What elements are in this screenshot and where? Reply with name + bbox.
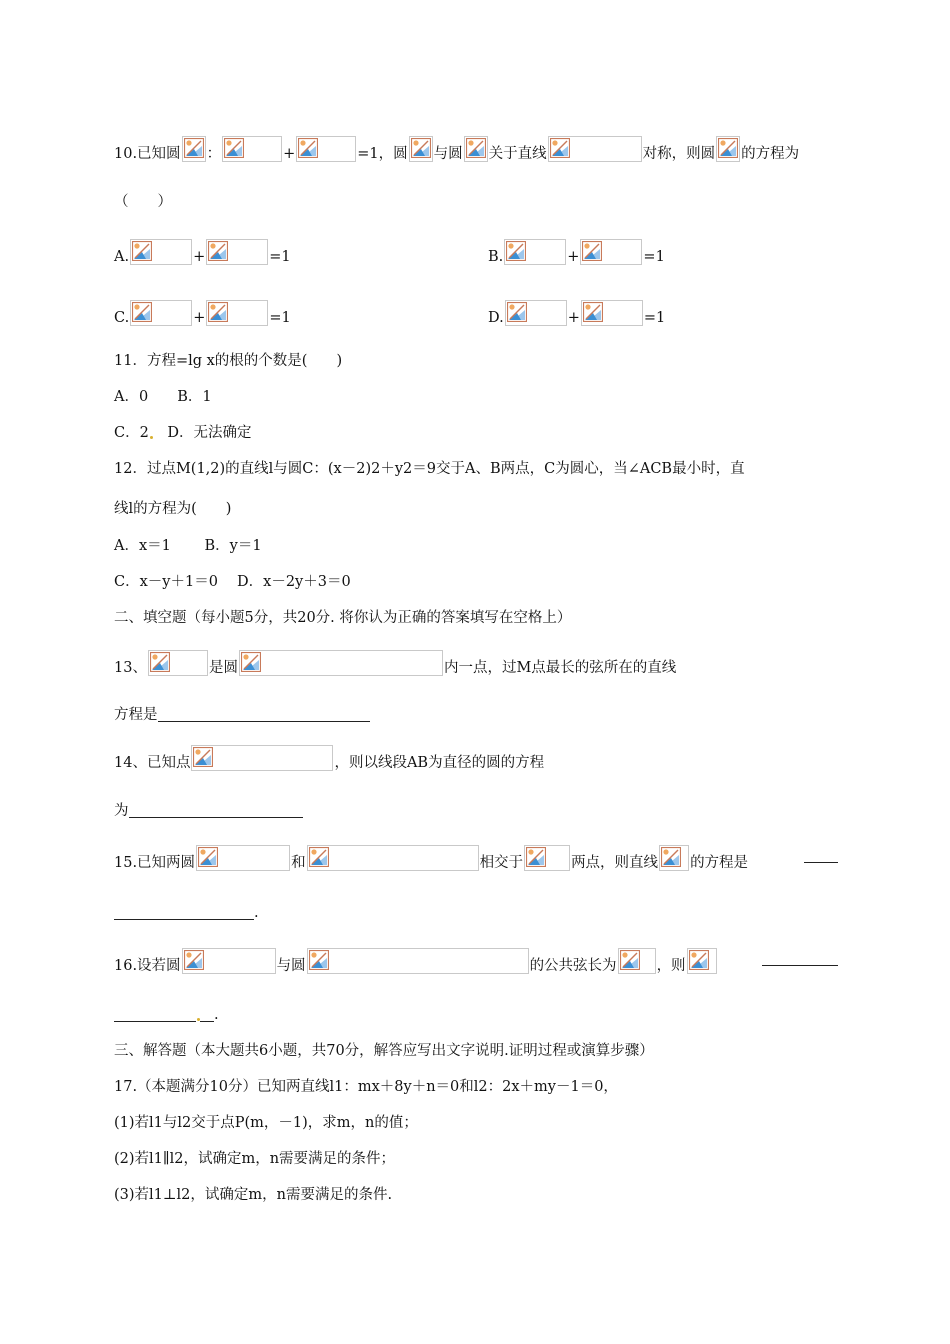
broken-image-icon (548, 136, 642, 162)
broken-image-icon (659, 845, 689, 871)
answer-blank[interactable] (762, 948, 838, 970)
broken-image-icon (409, 136, 433, 162)
broken-image-icon (206, 300, 268, 326)
broken-image-icon (464, 136, 488, 162)
question-12-options-cd: C．x－y＋1＝0 D．x－2y＋3＝0 (114, 574, 351, 590)
question-11-options-cd: C．2 D．无法确定 (114, 425, 252, 441)
question-16-line-2: . (114, 1004, 219, 1026)
broken-image-icon (191, 745, 333, 771)
broken-image-icon (296, 136, 356, 162)
section-2-heading: 二、填空题（每小题5分，共20分. 将你认为正确的答案填写在空格上） (114, 610, 572, 626)
answer-blank[interactable] (804, 845, 838, 867)
question-17-part-1: (1)若l1与l2交于点P(m，－1)，求m，n的值； (114, 1115, 418, 1131)
question-15-line-2: . (114, 902, 259, 924)
broken-image-icon (618, 948, 656, 974)
broken-image-icon (581, 300, 643, 326)
question-12-options-ab: A．x＝1 B．y＝1 (114, 538, 262, 554)
question-16-stem: 16.设若圆 与圆 的公共弦长为 ，则 (114, 948, 718, 977)
broken-image-icon (196, 845, 290, 871)
question-11-stem: 11．方程=lg x的根的个数是( ) (114, 353, 343, 369)
broken-image-icon (239, 650, 443, 676)
answer-blank[interactable] (158, 705, 370, 722)
option-c: C. + =1 (114, 300, 291, 329)
broken-image-icon (505, 300, 567, 326)
broken-image-icon (222, 136, 282, 162)
question-13-line-2: 方程是 (114, 704, 370, 726)
answer-blank[interactable] (114, 903, 254, 920)
broken-image-icon (504, 239, 566, 265)
option-b: B. + =1 (488, 239, 665, 268)
section-3-heading: 三、解答题（本大题共6小题，共70分，解答应写出文字说明.证明过程或演算步骤） (114, 1043, 654, 1059)
question-17-part-3: (3)若l1⊥l2，试确定m，n需要满足的条件. (114, 1187, 393, 1203)
broken-image-icon (148, 650, 208, 676)
answer-blank[interactable] (129, 801, 303, 818)
question-17-stem: 17.（本题满分10分）已知两直线l1：mx＋8y＋n＝0和l2：2x＋my－1＝0， (114, 1079, 618, 1095)
answer-blank[interactable] (114, 1005, 196, 1022)
broken-image-icon (130, 300, 192, 326)
question-14-line-2: 为 (114, 800, 303, 822)
question-17-part-2: (2)若l1∥l2，试确定m，n需要满足的条件； (114, 1151, 396, 1167)
question-14-stem: 14、已知点 ，则以线段AB为直径的圆的方程 (114, 745, 544, 774)
question-13-stem: 13、 是圆 内一点，过M点最长的弦所在的直线 (114, 650, 676, 679)
broken-image-icon (687, 948, 717, 974)
broken-image-icon (580, 239, 642, 265)
broken-image-icon (182, 948, 276, 974)
broken-image-icon (130, 239, 192, 265)
question-15-stem: 15.已知两圆 和 相交于 两点，则直线 的方程是 (114, 845, 748, 874)
question-12-stem-1: 12．过点M(1,2)的直线l与圆C：(x－2)2＋y2＝9交于A、B两点，C为圆心，当∠ACB最小时，直 (114, 461, 745, 477)
broken-image-icon (182, 136, 206, 162)
question-11-options-ab: A．0 B．1 (114, 389, 212, 405)
broken-image-icon (206, 239, 268, 265)
broken-image-icon (307, 845, 479, 871)
option-a: A. + =1 (114, 239, 291, 268)
question-10-paren: （ ） (114, 194, 172, 210)
broken-image-icon (716, 136, 740, 162)
broken-image-icon (524, 845, 570, 871)
option-d: D. + =1 (488, 300, 665, 329)
question-10-stem: 10.已知圆 ： + =1，圆 与圆 关于直线 对称，则圆 的方程为 (114, 136, 799, 165)
broken-image-icon (307, 948, 529, 974)
question-12-stem-2: 线l的方程为( ) (114, 501, 232, 517)
